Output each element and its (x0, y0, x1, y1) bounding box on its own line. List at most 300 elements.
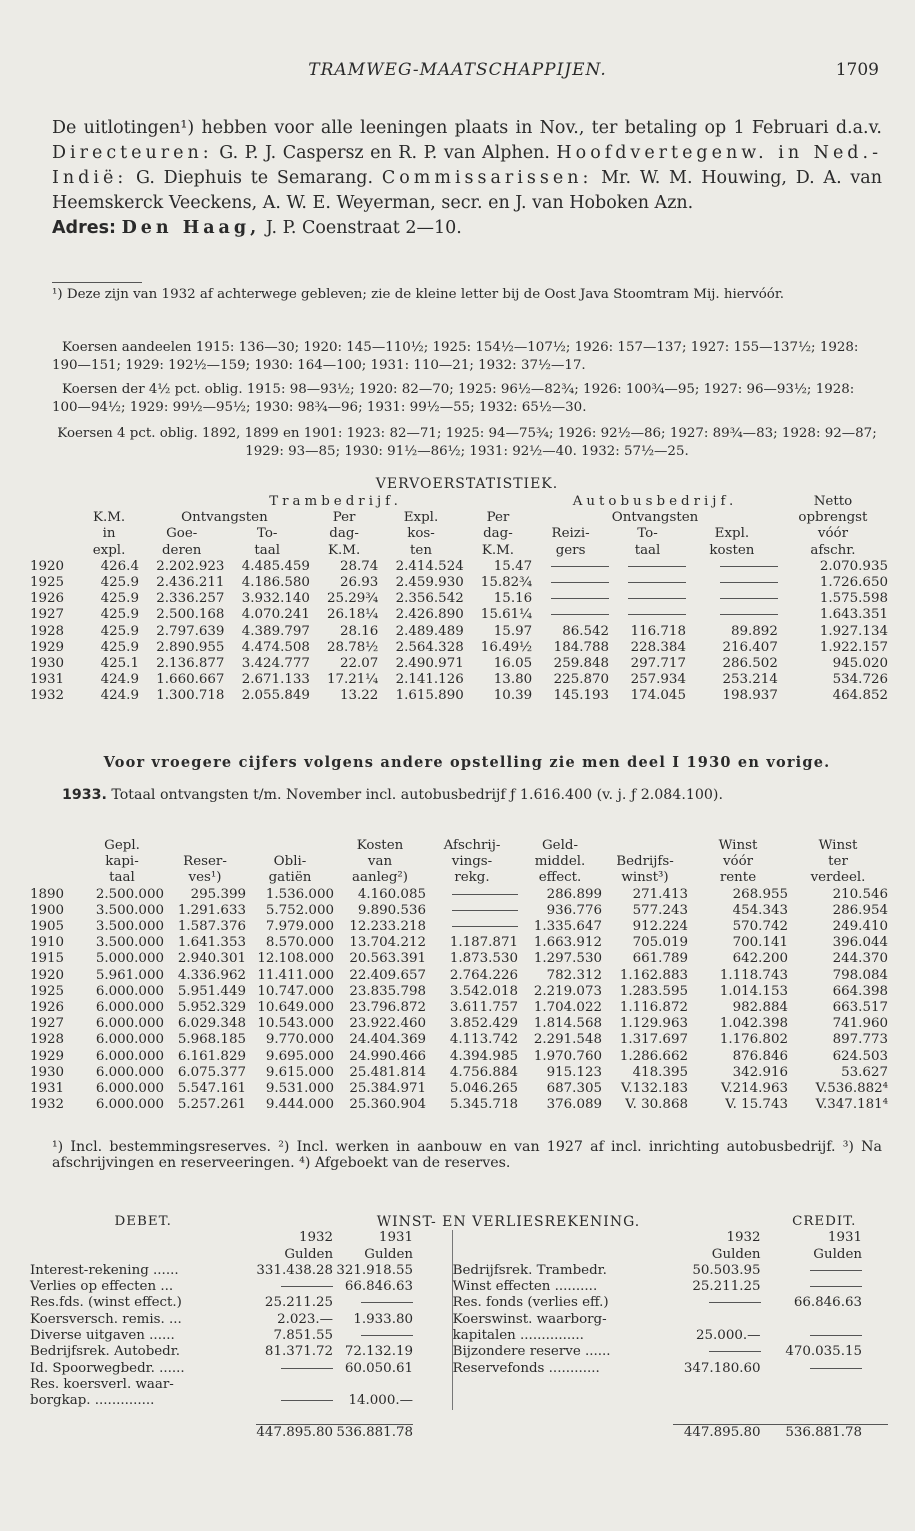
table-cell: 2.940.301 (177, 951, 246, 967)
traffic-header-1 (30, 510, 888, 526)
th-km-2: K.M. (327, 542, 361, 558)
financial-row (30, 1049, 888, 1065)
table-cell: 10.543.000 (257, 1016, 334, 1032)
traffic-row (30, 672, 888, 688)
dash-mark (720, 582, 778, 583)
fh-capital-3: taal (109, 870, 135, 886)
pl-row (30, 1312, 888, 1328)
table-cell: 1.300.718 (156, 688, 225, 704)
row-year: 1890 (30, 886, 65, 902)
row-year: 1925 (30, 575, 65, 591)
table-cell: V.214.963 (721, 1081, 788, 1097)
fh-funds: middel. (534, 854, 586, 870)
table-cell: 89.892 (730, 623, 778, 639)
dash-mark (361, 1302, 413, 1303)
table-cell: 945.020 (832, 656, 888, 672)
table-cell: 424.9 (100, 672, 139, 688)
table-cell: 22.07 (339, 656, 379, 672)
table-cell: 25.29¾ (326, 591, 379, 607)
bond-prices-4: Koersen 4 pct. oblig. 1892, 1899 en 1901: 1923: 82—71; 1925: 94—75¾; 1926: 92½—86; 1927: 89¾—83; 1928: 92—87; 1929: 93—85; 1930: 91½—86½; 1931: 92½—40. 1932: 57½—25. (57, 426, 877, 459)
financial-row (30, 887, 888, 903)
fh-profit: Winst (718, 838, 758, 853)
note-1933-year: 1933. (62, 787, 107, 803)
debit-label: Bedrijfsrek. Autobedr. (30, 1344, 180, 1360)
pl-unit-left-2: Gulden (364, 1246, 413, 1262)
dash-mark (709, 1302, 761, 1303)
debit-amount: 14.000.— (348, 1393, 413, 1409)
debit-amount (333, 1328, 413, 1344)
table-cell: 86.542 (562, 623, 610, 639)
fh-reserves: Reser- (183, 854, 227, 870)
table-cell (609, 575, 686, 591)
table-cell: 741.960 (832, 1016, 888, 1032)
dash-mark (452, 894, 518, 895)
table-cell: 22.409.657 (349, 967, 426, 983)
financial-table (30, 838, 888, 1113)
debit-amount (256, 1361, 333, 1377)
pl-row (30, 1344, 888, 1360)
table-cell: 23.796.872 (349, 1000, 426, 1016)
pl-row (30, 1377, 888, 1393)
table-cell: 2.356.542 (395, 591, 464, 607)
debet-label: DEBET. (114, 1214, 172, 1229)
table-cell: 9.615.000 (265, 1064, 334, 1080)
table-cell: 577.243 (632, 902, 688, 918)
th-day: dag- (329, 526, 359, 542)
financial-rows (30, 887, 888, 1114)
table-cell: 28.78½ (326, 639, 379, 655)
credit-amount (761, 1377, 888, 1393)
traffic-row (30, 559, 888, 575)
th-receipts: Ontvangsten (181, 510, 268, 526)
table-cell: 5.046.265 (449, 1081, 518, 1097)
table-cell: 705.019 (632, 935, 688, 951)
credit-label: Reservefonds ............ (452, 1360, 600, 1376)
financial-row (30, 1016, 888, 1032)
pl-row (30, 1361, 888, 1377)
table-cell: 2.141.126 (395, 672, 464, 688)
table-cell: V.536.882⁴ (815, 1081, 888, 1097)
traffic-statistics-table (30, 494, 888, 705)
th-before: vóór (817, 526, 848, 542)
table-cell: 2.500.000 (95, 886, 164, 902)
table-cell: 28.16 (339, 623, 379, 639)
th-in: in (102, 526, 116, 542)
table-cell: 4.485.459 (241, 558, 310, 574)
table-cell: 9.890.536 (357, 902, 426, 918)
table-cell: 295.399 (190, 886, 246, 902)
dash-mark (628, 598, 686, 599)
fh-money: Geld- (541, 838, 578, 853)
pl-total-right-1931: 536.881.78 (761, 1424, 888, 1441)
th-bus-expl: Expl. (714, 526, 750, 542)
credit-label: Koerswinst. waarborg- (452, 1311, 607, 1327)
table-cell: 9.531.000 (265, 1081, 334, 1097)
table-cell: 1.726.650 (819, 575, 888, 591)
table-cell: 424.9 (100, 688, 139, 704)
table-cell: 25.360.904 (349, 1097, 426, 1113)
commissioners-names: Mr. W. M. Houwing, D. A. van Heemskerck Veeckens, A. W. E. Weyerman, secr. en J. van Hoboken Azn. (52, 168, 882, 213)
table-cell: 1.587.376 (177, 919, 246, 935)
credit-label: Bedrijfsrek. Trambedr. (452, 1262, 607, 1278)
pl-rows (30, 1263, 888, 1410)
debit-amount: 7.851.55 (273, 1328, 334, 1344)
credit-amount: 25.000.— (696, 1328, 761, 1344)
fh-costs: Kosten (356, 838, 404, 853)
directors-names: G. P. J. Caspersz en R. P. van Alphen. (219, 143, 550, 163)
table-cell: 4.070.241 (241, 607, 310, 623)
table-cell: 10.649.000 (257, 1000, 334, 1016)
table-cell: 13.80 (493, 672, 533, 688)
fh-depreciation: Afschrij- (443, 838, 501, 853)
table-cell: 1.643.351 (819, 607, 888, 623)
table-cell: 20.563.391 (349, 951, 426, 967)
financial-row (30, 1081, 888, 1097)
traffic-rows (30, 559, 888, 705)
dash-mark (361, 1335, 413, 1336)
credit-label: kapitalen ............... (452, 1328, 584, 1344)
table-cell: 425.9 (100, 623, 139, 639)
debit-amount: 81.371.72 (264, 1344, 334, 1360)
table-cell: 23.835.798 (349, 983, 426, 999)
traffic-header-2 (30, 526, 888, 542)
table-cell: 1.536.000 (265, 886, 334, 902)
table-cell: 1.970.760 (533, 1048, 602, 1064)
table-cell: 259.848 (553, 656, 610, 672)
debit-label: Id. Spoorwegbedr. ...... (30, 1360, 185, 1376)
th-passengers: Reizi- (551, 526, 590, 542)
row-year: 1910 (30, 935, 65, 951)
table-cell (532, 607, 609, 623)
pl-year-1932-right: 1932 (726, 1230, 761, 1246)
financial-row (30, 903, 888, 919)
row-year: 1927 (30, 607, 65, 623)
footnote-1: ¹) Deze zijn van 1932 af achterwege gebleven; zie de kleine letter bij de Oost Java Stoomtram Mij. hiervóór. (52, 287, 784, 302)
row-year: 1900 (30, 902, 65, 918)
table-cell: 2.764.226 (449, 967, 518, 983)
table-cell: 4.113.742 (449, 1032, 518, 1048)
table-cell: 661.789 (632, 951, 688, 967)
table-cell: 3.500.000 (95, 902, 164, 918)
debit-label: borgkap. .............. (30, 1393, 155, 1409)
credit-amount (673, 1344, 761, 1360)
financial-footnote: ¹) Incl. bestemmingsreserves. ²) Incl. werken in aanbouw en van 1927 af incl. inrichting autobusbedrijf. ³) Na afschrijvingen en reserveeringen. ⁴) Afgeboekt van de reserves. (52, 1139, 882, 1171)
row-year: 1931 (30, 1081, 65, 1097)
fh-before: vóór (722, 854, 754, 870)
debit-amount (256, 1279, 333, 1295)
table-cell: 1.291.633 (177, 902, 246, 918)
credit-amount (761, 1279, 888, 1295)
credit-label: Winst effecten .......... (452, 1279, 598, 1295)
table-cell: 396.044 (832, 935, 888, 951)
table-cell: 2.070.935 (819, 558, 888, 574)
table-cell: 26.93 (339, 575, 379, 591)
th-bus-receipts: Ontvangsten (611, 510, 699, 526)
table-cell: 663.517 (832, 1000, 888, 1016)
column-divider (413, 1279, 452, 1295)
fh-blank-2 (246, 838, 334, 854)
dash-mark (720, 598, 778, 599)
table-cell: 425.9 (100, 607, 139, 623)
th-total: To- (256, 526, 278, 542)
table-cell: 4.474.508 (241, 639, 310, 655)
table-cell: 3.932.140 (241, 591, 310, 607)
dash-mark (810, 1335, 862, 1336)
pl-row (30, 1393, 888, 1409)
table-cell: 464.852 (832, 688, 888, 704)
fh-account: rekg. (454, 870, 490, 886)
debit-amount: 25.211.25 (264, 1295, 334, 1311)
pl-row (30, 1295, 888, 1311)
dash-mark (810, 1270, 862, 1271)
debit-amount: 1.933.80 (353, 1311, 413, 1327)
table-cell: 8.570.000 (265, 935, 334, 951)
table-cell: 5.952.329 (177, 1000, 246, 1016)
fh-bonds: Obli- (273, 854, 307, 870)
table-cell: 5.961.000 (95, 967, 164, 983)
table-cell: 198.937 (722, 688, 778, 704)
th-km: K.M. (92, 510, 126, 526)
credit-amount: 25.211.25 (692, 1279, 761, 1295)
credit-amount (673, 1377, 761, 1393)
address-label: Adres: (52, 218, 116, 238)
credit-label: Bijzondere reserve ...... (452, 1344, 611, 1360)
table-cell: 17.21¼ (326, 672, 379, 688)
table-cell: 1.575.598 (819, 591, 888, 607)
column-divider (413, 1344, 452, 1360)
pl-year-row (30, 1230, 888, 1246)
row-year: 1927 (30, 1016, 65, 1032)
debit-amount: 60.050.61 (344, 1360, 413, 1376)
row-year: 1930 (30, 656, 65, 672)
table-cell: 425.9 (100, 639, 139, 655)
table-cell: 3.542.018 (449, 983, 518, 999)
dash-mark (551, 582, 609, 583)
table-cell: 25.384.971 (349, 1081, 426, 1097)
table-cell: 9.444.000 (265, 1097, 334, 1113)
traffic-row (30, 640, 888, 656)
th-per-2: Per (486, 510, 510, 526)
table-cell (609, 607, 686, 623)
table-cell: 5.345.718 (449, 1097, 518, 1113)
directors-label: Directeuren: (52, 143, 213, 163)
fh-bonds-2: gatiën (268, 870, 312, 886)
pl-unit-right-1: Gulden (711, 1246, 761, 1262)
table-cell: 1.129.963 (619, 1016, 688, 1032)
table-cell: 10.39 (493, 688, 533, 704)
table-cell: 6.075.377 (177, 1064, 246, 1080)
credit-amount (673, 1295, 761, 1311)
row-year: 1932 (30, 688, 65, 704)
dash-mark (281, 1286, 333, 1287)
table-cell: 1.814.568 (533, 1016, 602, 1032)
column-divider (413, 1361, 452, 1377)
fh-blank-1 (164, 838, 246, 854)
table-cell: 268.955 (732, 886, 788, 902)
table-cell (426, 919, 518, 935)
table-cell: 342.916 (732, 1064, 788, 1080)
table-cell (686, 591, 778, 607)
debit-amount: 72.132.19 (344, 1344, 413, 1360)
dash-mark (452, 910, 518, 911)
table-cell: 2.436.211 (156, 575, 225, 591)
table-cell: 5.951.449 (177, 983, 246, 999)
table-cell: 9.770.000 (265, 1032, 334, 1048)
table-cell: 15.47 (493, 558, 533, 574)
table-cell: 4.389.797 (241, 623, 310, 639)
table-cell: 1.641.353 (177, 935, 246, 951)
table-cell: 286.954 (832, 902, 888, 918)
table-cell: 15.97 (493, 623, 533, 639)
th-bus-total: To- (637, 526, 658, 542)
table-cell (532, 559, 609, 575)
table-cell: 534.726 (832, 672, 888, 688)
table-cell: 2.671.133 (241, 672, 310, 688)
table-cell (686, 559, 778, 575)
table-cell: 426.4 (100, 558, 139, 574)
table-cell: 13.22 (339, 688, 379, 704)
row-year: 1905 (30, 919, 65, 935)
row-year: 1926 (30, 591, 65, 607)
table-cell: 798.084 (832, 967, 888, 983)
dash-mark (551, 566, 609, 567)
fh-reserves-2: ves¹) (188, 870, 222, 886)
table-cell: 2.500.168 (156, 607, 225, 623)
debit-amount: 321.918.55 (336, 1262, 413, 1278)
credit-amount (673, 1393, 761, 1409)
row-year: 1932 (30, 1097, 65, 1113)
dash-mark (551, 614, 609, 615)
fh-for: ter (828, 854, 848, 870)
pl-total-left-1932: 447.895.80 (256, 1424, 334, 1440)
fh-profit-2: Winst (818, 838, 858, 853)
note-1933 (52, 787, 882, 804)
th-costs: kos- (407, 526, 435, 542)
table-cell: 2.055.849 (241, 688, 310, 704)
table-cell: 2.489.489 (395, 623, 464, 639)
table-cell: 876.846 (732, 1048, 788, 1064)
table-cell: 23.922.460 (349, 1016, 426, 1032)
th-km-3: K.M. (481, 542, 515, 558)
pl-total-left-1931: 536.881.78 (333, 1424, 413, 1441)
column-divider (413, 1263, 452, 1279)
fh-capital-2: kapi- (105, 854, 139, 870)
dash-mark (452, 926, 518, 927)
table-cell: 5.000.000 (95, 951, 164, 967)
fh-construction: aanleg²) (352, 870, 408, 886)
table-cell: 1.283.595 (619, 983, 688, 999)
table-cell: 425.9 (100, 575, 139, 591)
dash-mark (281, 1400, 333, 1401)
financial-row (30, 935, 888, 951)
table-cell: 11.411.000 (257, 967, 334, 983)
table-cell: 1.615.890 (395, 688, 464, 704)
pl-year-1932-left: 1932 (299, 1230, 334, 1246)
th-passengers-2: gers (555, 542, 586, 558)
dash-mark (281, 1368, 333, 1369)
table-cell: 4.160.085 (357, 886, 426, 902)
table-cell: 4.756.884 (449, 1064, 518, 1080)
table-cell: 2.219.073 (533, 983, 602, 999)
bond-prices-4half: Koersen der 4½ pct. oblig. 1915: 98—93½; 1920: 82—70; 1925: 96½—82¾; 1926: 100¾—95; 1927: 96—93½; 1928: 100—94½; 1929: 99½—95½; 1930: 98¾—96; 1931: 99½—55; 1932: 65½—30. (52, 382, 855, 415)
table-cell: 1.116.872 (619, 1000, 688, 1016)
table-cell: 1.118.743 (719, 967, 788, 983)
table-cell: 915.123 (546, 1064, 602, 1080)
pl-row (30, 1328, 888, 1344)
table-cell: 897.773 (832, 1032, 888, 1048)
table-cell: 1.014.153 (719, 983, 788, 999)
table-cell: 376.089 (546, 1097, 602, 1113)
pl-total-row (30, 1424, 888, 1441)
credit-amount: 470.035.15 (785, 1344, 862, 1360)
table-cell: 116.718 (630, 623, 686, 639)
table-cell: 6.000.000 (95, 1081, 164, 1097)
financial-row (30, 1032, 888, 1048)
table-cell (609, 591, 686, 607)
debit-amount (256, 1377, 333, 1393)
row-year: 1929 (30, 1048, 65, 1064)
row-year: 1920 (30, 967, 65, 983)
column-divider (413, 1295, 452, 1311)
credit-label (452, 1393, 673, 1409)
debit-amount (333, 1377, 413, 1393)
th-total-2: taal (254, 542, 280, 558)
table-cell: 2.336.257 (156, 591, 225, 607)
pl-title-row (30, 1214, 888, 1230)
financial-row (30, 1097, 888, 1113)
table-cell: 26.18¼ (326, 607, 379, 623)
table-cell: 297.717 (630, 656, 686, 672)
table-cell: 2.414.524 (395, 558, 464, 574)
table-cell: 1.187.871 (449, 935, 518, 951)
credit-label (452, 1377, 673, 1393)
table-cell: 982.884 (732, 1000, 788, 1016)
table-cell: 53.627 (841, 1064, 888, 1080)
credit-amount (761, 1328, 888, 1344)
th-bus-costs: kosten (709, 542, 755, 558)
traffic-statistics-title: VERVOERSTATISTIEK. (375, 476, 559, 492)
table-cell: 418.395 (632, 1064, 688, 1080)
credit-label: CREDIT. (792, 1214, 857, 1229)
intro-paragraph (52, 116, 882, 241)
table-cell: 624.503 (832, 1048, 888, 1064)
table-cell: 15.61¼ (480, 607, 533, 623)
debit-label: Res. koersverl. waar- (30, 1376, 174, 1392)
table-cell: 286.502 (722, 656, 778, 672)
page-header (0, 60, 915, 86)
page-number: 1709 (835, 60, 879, 80)
fh-profit-3: winst³) (621, 870, 669, 886)
running-title: TRAMWEG-MAATSCHAPPIJEN. (308, 60, 607, 80)
table-cell: 257.934 (630, 672, 686, 688)
pl-row (30, 1263, 888, 1279)
debit-amount: 66.846.63 (344, 1279, 413, 1295)
table-cell: 7.979.000 (265, 919, 334, 935)
debit-amount: 331.438.28 (256, 1262, 334, 1278)
table-cell: 174.045 (630, 688, 686, 704)
table-cell: 10.747.000 (257, 983, 334, 999)
dash-mark (709, 1351, 761, 1352)
table-cell (686, 607, 778, 623)
table-cell: 6.000.000 (95, 1016, 164, 1032)
table-cell: 1.297.530 (533, 951, 602, 967)
debit-label: Diverse uitgaven ...... (30, 1328, 175, 1344)
th-goods: Goe- (166, 526, 198, 542)
table-cell: 1.162.883 (619, 967, 688, 983)
dash-mark (628, 614, 686, 615)
table-cell: 184.788 (553, 639, 610, 655)
table-cell: 4.394.985 (449, 1048, 518, 1064)
